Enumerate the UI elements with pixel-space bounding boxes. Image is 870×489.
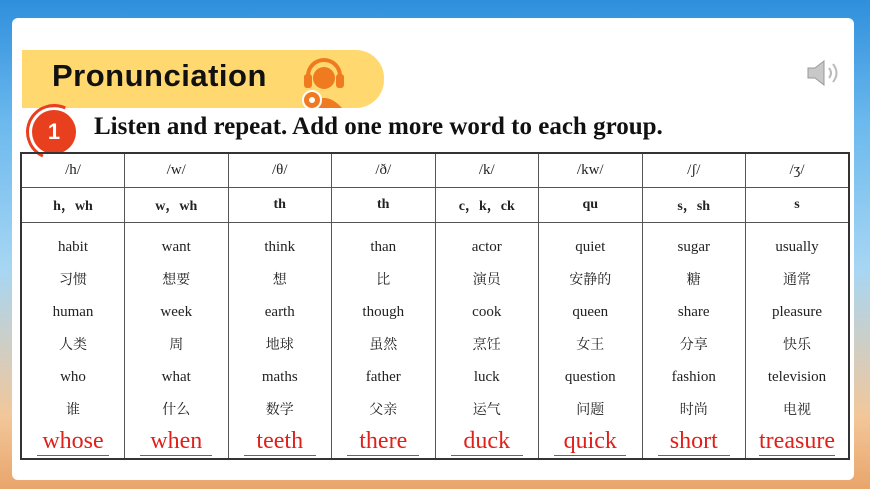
example-word: maths bbox=[261, 369, 298, 386]
word-list-cell bbox=[746, 223, 850, 460]
spelling-pattern: c，k，ck bbox=[435, 188, 539, 223]
word-translation: 烹饪 bbox=[472, 336, 501, 353]
example-word: cook bbox=[472, 304, 502, 321]
word-translation: 数学 bbox=[265, 401, 294, 418]
example-word: actor bbox=[471, 239, 502, 255]
word-list bbox=[746, 231, 848, 427]
phoneme-symbol: /ʃ/ bbox=[642, 153, 746, 188]
spelling-pattern: qu bbox=[539, 188, 643, 223]
spelling-pattern: th bbox=[332, 188, 436, 223]
word-translation: 运气 bbox=[472, 401, 501, 418]
word-list bbox=[125, 231, 228, 427]
example-word: what bbox=[161, 369, 191, 386]
word-translation: 什么 bbox=[162, 401, 191, 418]
phoneme-symbol: /θ/ bbox=[228, 153, 332, 188]
word-translation: 快乐 bbox=[783, 336, 811, 353]
word-list-cell bbox=[332, 223, 436, 460]
example-word: usually bbox=[775, 239, 819, 255]
word-translation: 比 bbox=[376, 271, 391, 288]
example-word: human bbox=[52, 304, 94, 321]
example-word: luck bbox=[473, 369, 500, 386]
speaker-icon[interactable] bbox=[805, 58, 843, 88]
word-translation: 习惯 bbox=[59, 271, 87, 288]
word-translation: 父亲 bbox=[369, 401, 398, 418]
added-word-answer[interactable]: whose bbox=[37, 428, 109, 456]
activity-number-badge: 1 bbox=[32, 110, 76, 154]
added-word-answer[interactable]: short bbox=[658, 428, 730, 456]
word-translation: 想 bbox=[272, 271, 287, 288]
example-word: than bbox=[370, 239, 397, 255]
page-title: Pronunciation bbox=[52, 58, 267, 93]
word-translation: 人类 bbox=[59, 336, 87, 353]
word-translation: 通常 bbox=[783, 271, 811, 288]
word-translation: 想要 bbox=[162, 271, 191, 288]
example-word: who bbox=[60, 369, 86, 386]
spelling-pattern: h，wh bbox=[21, 188, 125, 223]
activity-instruction: Listen and repeat. Add one more word to each group. bbox=[94, 113, 663, 140]
added-word-answer[interactable]: quick bbox=[554, 428, 626, 456]
word-translation: 地球 bbox=[265, 336, 294, 353]
word-list bbox=[332, 231, 435, 427]
word-translation: 虽然 bbox=[369, 336, 398, 353]
word-translation: 安静的 bbox=[569, 271, 612, 288]
added-word-answer[interactable]: when bbox=[140, 428, 212, 456]
phoneme-symbol: /ʒ/ bbox=[746, 153, 850, 188]
word-list bbox=[436, 231, 539, 427]
example-word: quiet bbox=[575, 239, 606, 255]
example-word: question bbox=[564, 369, 616, 386]
phoneme-symbol: /w/ bbox=[125, 153, 229, 188]
word-list-cell bbox=[125, 223, 229, 460]
word-list bbox=[229, 231, 332, 427]
word-list-cell bbox=[539, 223, 643, 460]
spelling-pattern: w，wh bbox=[125, 188, 229, 223]
word-translation: 谁 bbox=[66, 401, 80, 418]
example-word: share bbox=[677, 304, 710, 321]
example-word: television bbox=[767, 369, 827, 386]
word-list-cell bbox=[21, 223, 125, 460]
word-translation: 糖 bbox=[686, 271, 701, 288]
word-translation: 时尚 bbox=[679, 401, 708, 418]
phonics-table bbox=[20, 152, 850, 460]
spelling-pattern: th bbox=[228, 188, 332, 223]
example-word: fashion bbox=[671, 369, 716, 386]
word-translation: 问题 bbox=[576, 401, 605, 418]
added-word-answer[interactable]: treasure bbox=[759, 427, 835, 454]
example-word: sugar bbox=[677, 239, 710, 255]
phoneme-symbol: /kw/ bbox=[539, 153, 643, 188]
example-word: queen bbox=[572, 304, 609, 321]
spelling-pattern: s，sh bbox=[642, 188, 746, 223]
example-word: week bbox=[160, 304, 193, 321]
phoneme-symbol: /k/ bbox=[435, 153, 539, 188]
example-word: earth bbox=[264, 304, 295, 321]
example-word: though bbox=[362, 304, 405, 321]
example-word: habit bbox=[58, 239, 88, 255]
word-translation: 分享 bbox=[679, 336, 708, 353]
word-list bbox=[22, 231, 124, 427]
word-translation: 电视 bbox=[783, 401, 811, 418]
added-word-answer[interactable]: teeth bbox=[244, 428, 316, 456]
added-word-answer[interactable]: duck bbox=[451, 428, 523, 456]
added-word-answer[interactable]: there bbox=[347, 428, 419, 456]
example-word: pleasure bbox=[772, 304, 822, 321]
word-list-cell bbox=[642, 223, 746, 460]
example-word: father bbox=[365, 369, 401, 386]
example-word: think bbox=[264, 239, 296, 255]
phoneme-symbol: /ð/ bbox=[332, 153, 436, 188]
word-list-cell bbox=[228, 223, 332, 460]
spelling-pattern: s bbox=[746, 188, 850, 223]
word-translation: 女王 bbox=[576, 336, 605, 353]
word-list bbox=[539, 231, 642, 427]
word-translation: 周 bbox=[169, 336, 184, 353]
phoneme-symbol: /h/ bbox=[21, 153, 125, 188]
example-word: want bbox=[161, 239, 191, 255]
word-translation: 演员 bbox=[472, 271, 501, 288]
word-list-cell bbox=[435, 223, 539, 460]
word-list bbox=[643, 231, 746, 427]
headset-icon bbox=[294, 50, 354, 110]
